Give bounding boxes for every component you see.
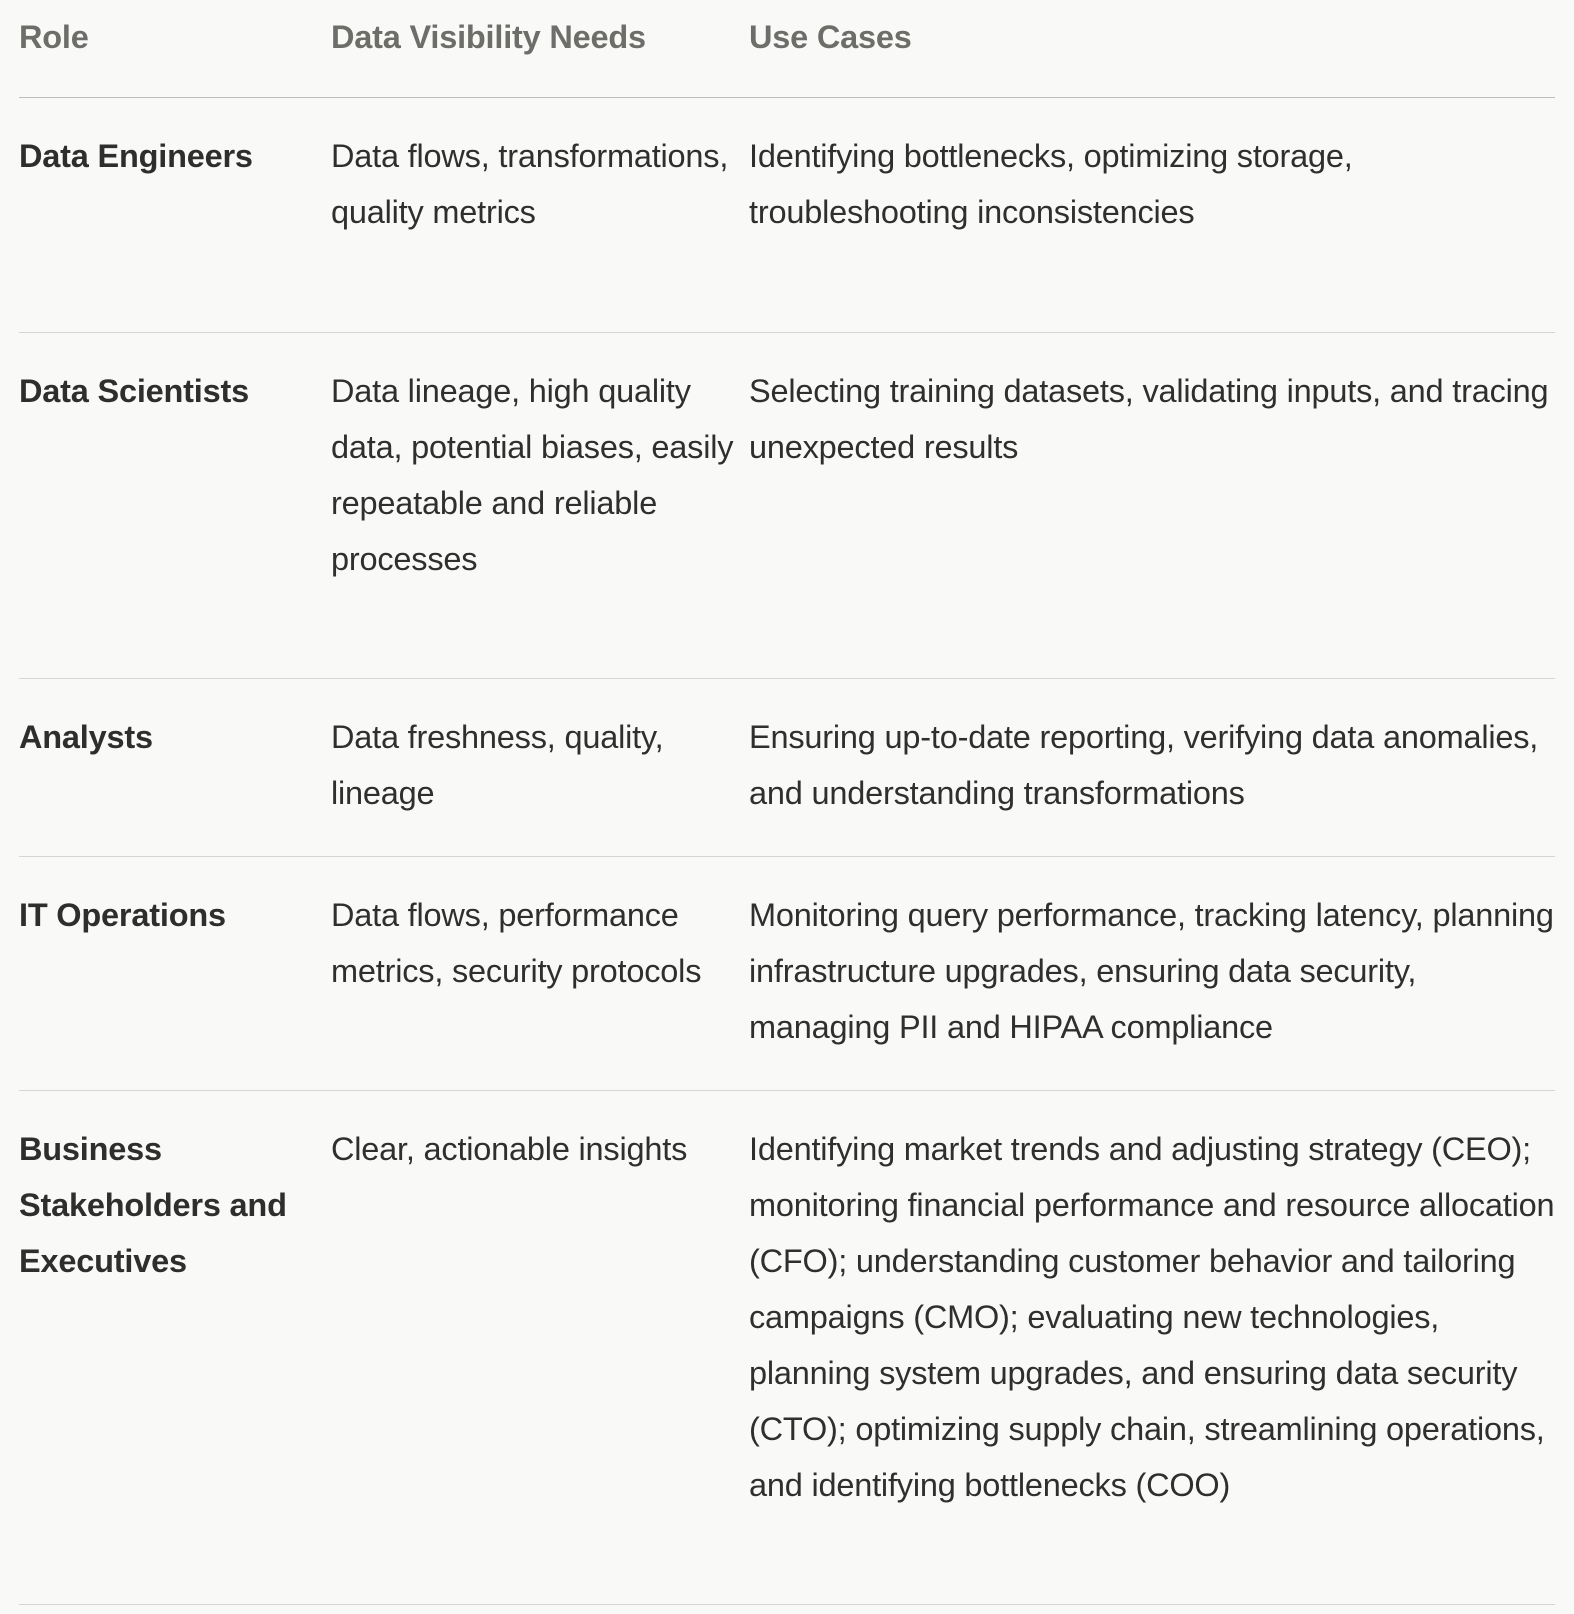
visibility-cell: Clear, actionable insights [331,1131,688,1167]
header-role: Role [19,19,89,55]
role-cell: IT Operations [19,897,226,933]
role-cell: Analysts [19,719,153,755]
visibility-cell: Data flows, transformations, quality metrics [331,138,729,230]
visibility-cell: Data flows, performance metrics, security protocols [331,897,702,989]
table-row [19,1091,1555,1605]
table-row [19,333,1555,679]
header-use-cases: Use Cases [749,19,912,55]
use-cases-cell: Identifying bottlenecks, optimizing storage, troubleshooting inconsistencies [749,138,1353,230]
roles-table [19,0,1555,1605]
role-cell: Data Engineers [19,138,253,174]
table-header-row [19,0,1555,98]
visibility-cell: Data freshness, quality, lineage [331,719,664,811]
role-cell: Data Scientists [19,373,250,409]
table-row [19,98,1555,333]
table-row [19,679,1555,857]
use-cases-cell: Ensuring up-to-date reporting, verifying data anomalies, and understanding transformations [749,719,1539,811]
header-data-visibility-needs: Data Visibility Needs [331,19,646,55]
role-cell: Business Stakeholders and Executives [19,1131,287,1279]
use-cases-cell: Selecting training datasets, validating inputs, and tracing unexpected results [749,373,1549,465]
use-cases-cell: Monitoring query performance, tracking latency, planning infrastructure upgrades, ensuring data security, managing PII and HIPAA compliance [749,897,1554,1045]
table-row [19,857,1555,1091]
use-cases-cell: Identifying market trends and adjusting strategy (CEO); monitoring financial performance and resource allocation (CFO); understanding customer behavior and tailoring campaigns (CMO); evaluating new technologies, planning system upgrades, and ensuring data security (CTO); optimizing supply chain, streamlining operations, and identifying bottlenecks (COO) [749,1131,1555,1503]
visibility-cell: Data lineage, high quality data, potential biases, easily repeatable and reliable processes [331,373,734,577]
